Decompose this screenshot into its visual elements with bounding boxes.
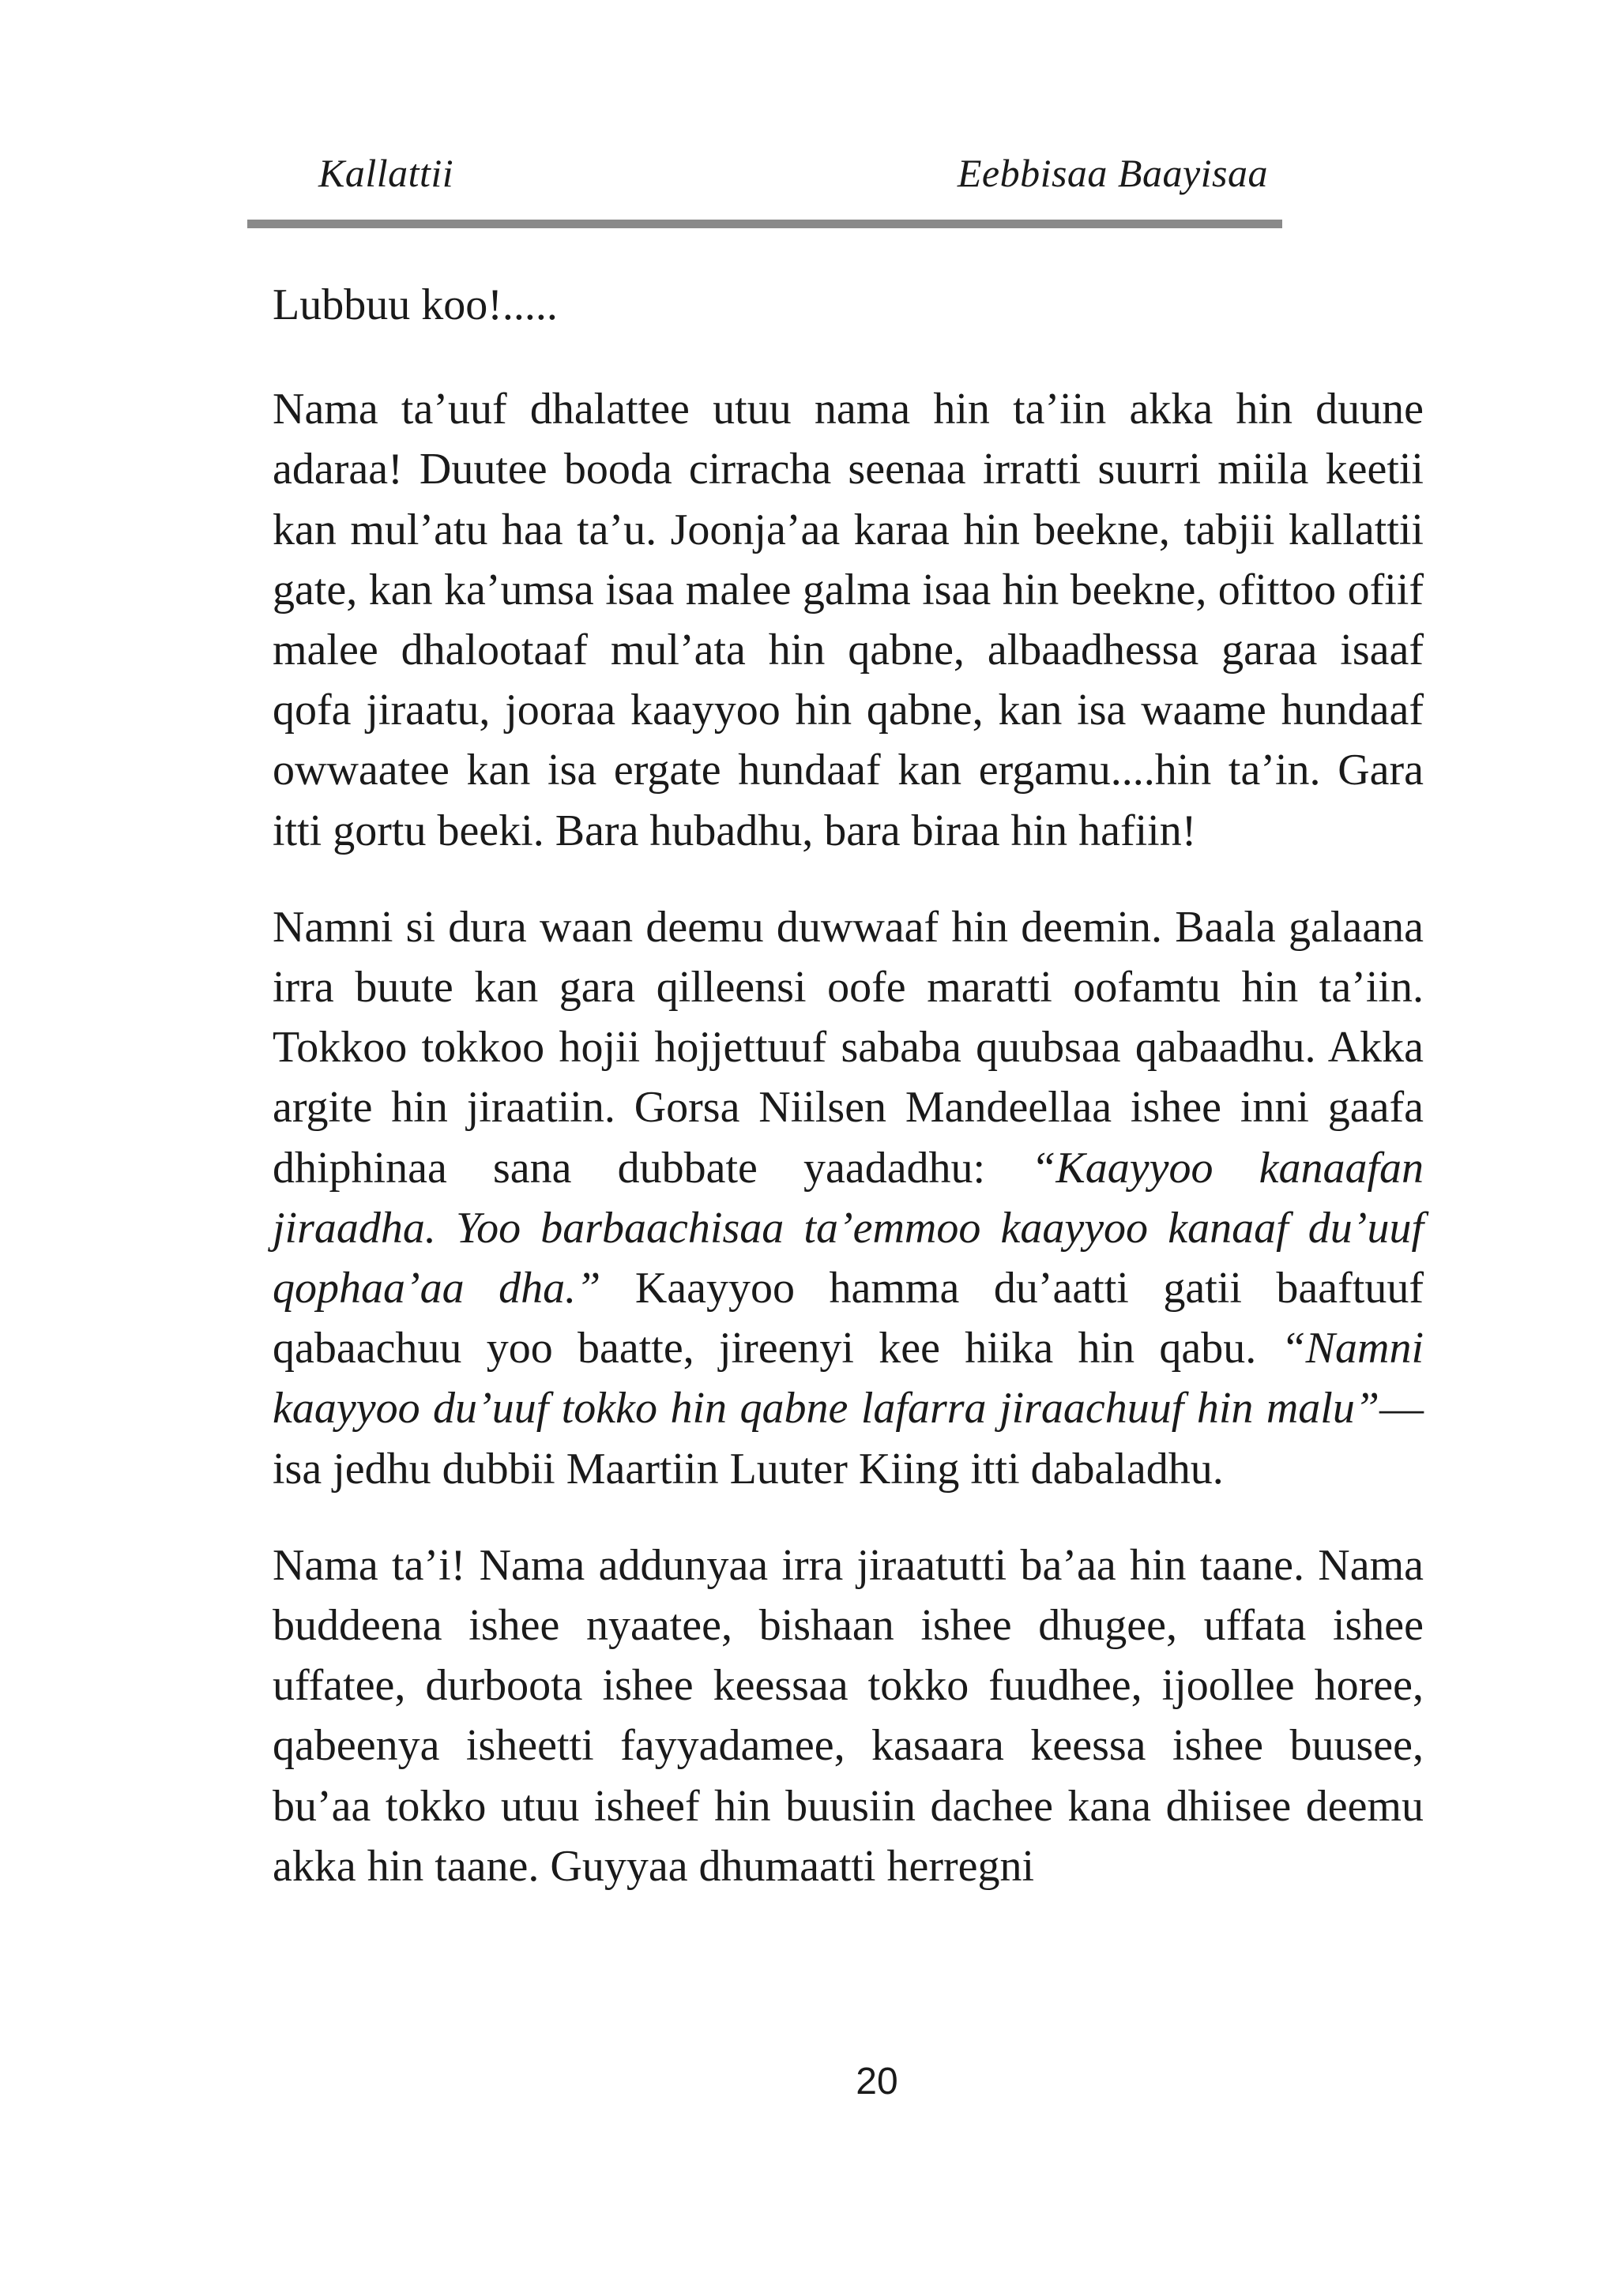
mandela-quote: “Kaayyoo kanaafan jiraadha. Yoo barbaachisaa ta’emmoo kaayyoo kanaaf du’uuf qophaa’aa dha.” xyxy=(273,1143,1424,1313)
running-header xyxy=(247,139,1282,210)
salutation-line: Lubbuu koo!..... xyxy=(273,280,558,329)
paragraph-3: Nama ta’i! Nama addunyaa irra jiraatutti ba’aa hin taane. Nama buddeena ishee nyaatee, bishaan ishee dhugee, uffata ishee uffatee, durboota ishee keessaa tokko fuudhee, ijoollee horee, qabeenya isheetti fayyadamee, kasaara keessa ishee buusee, bu’aa tokko utuu isheef hin buusiin dachee kana dhiisee deemu akka hin taane. Guyyaa dhumaatti herregni xyxy=(273,1540,1424,1891)
paragraph-1: Nama ta’uuf dhalattee utuu nama hin ta’iin akka hin duune adaraa! Duutee booda cirracha seenaa irratti suurri miila keetii kan mul’atu haa ta’u. Joonja’aa karaa hin beekne, tabjii kallattii gate, kan ka’umsa isaa malee galma isaa hin beekne, ofittoo ofiif malee dhalootaaf mul’ata hin qabne, albaadhessa garaa isaaf qofa jiraatu, jooraa kaayyoo hin qabne, kan isa waame hundaaf owwaatee kan isa ergate hundaaf kan ergamu....hin ta’in. Gara itti gortu beeki. Bara hubadhu, bara biraa hin hafiin! xyxy=(273,385,1424,855)
header-divider xyxy=(247,220,1282,228)
page-body xyxy=(273,275,1424,1933)
paragraph-2-text-a: Namni si dura waan deemu duwwaaf hin deemin. Baala galaana irra buute kan gara qilleensi oofe maratti oofamtu hin ta’iin. Tokkoo tokkoo hojii hojjettuuf sababa quubsaa qabaadhu. Akka argite hin jiraatiin. Gorsa Niilsen Mandeellaa ishee inni gaafa dhiphinaa sana dubbate yaadadhu: xyxy=(273,902,1424,1193)
paragraph-2-text-b: Kaayyoo hamma du’aatti gatii baaftuuf qabaachuu yoo baatte, jireenyi kee hiika hin qabu. xyxy=(273,1264,1424,1373)
header-book-title: Kallattii xyxy=(318,151,454,195)
paragraph-2-text-c: —isa jedhu dubbii Maartiin Luuter Kiing itti dabaladhu. xyxy=(273,1384,1424,1494)
king-quote: “Namni kaayyoo du’uuf tokko hin qabne lafarra jiraachuuf hin malu” xyxy=(273,1324,1424,1434)
page-number: 20 xyxy=(856,2061,898,2102)
paragraph-2 xyxy=(273,897,1424,1499)
header-author-name: Eebbisaa Baayisaa xyxy=(957,151,1268,195)
